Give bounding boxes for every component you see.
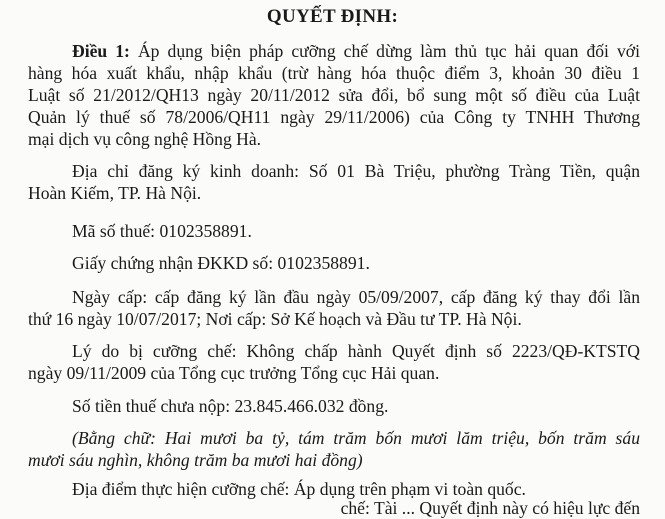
reason-line-2: ngày 09/11/2009 của Tổng cục trưởng Tổng cục Hải quan.: [28, 363, 440, 383]
article1-line-1: Điều 1: Áp dụng biện pháp cưỡng chế dừng làm thủ tục hải quan đối với: [72, 41, 640, 61]
amount-in-words-line-2: mươi sáu nghìn, không trăm ba mươi hai đồng): [28, 450, 363, 470]
document-title: QUYẾT ĐỊNH:: [266, 6, 399, 27]
address-line-1: Địa chỉ đăng ký kinh doanh: Số 01 Bà Triệu, phường Tràng Tiền, quận: [72, 161, 640, 181]
article1-line-2: hàng hóa xuất khẩu, nhập khẩu (trừ hàng hóa thuộc điểm 3, khoản 30 điều 1: [28, 63, 640, 83]
cut-off-line: chế: Tài ... Quyết định này có hiệu lực đến: [340, 498, 640, 518]
issue-date-line-1: Ngày cấp: cấp đăng ký lần đầu ngày 05/09/2007, cấp đăng ký thay đổi lần: [72, 287, 640, 307]
reason-line-1: Lý do bị cưỡng chế: Không chấp hành Quyết định số 2223/QĐ-KTSTQ: [72, 341, 640, 361]
address-line-2: Hoàn Kiếm, TP. Hà Nội.: [28, 183, 202, 203]
tax-code: Mã số thuế: 0102358891.: [72, 221, 252, 241]
business-certificate: Giấy chứng nhận ĐKKD số: 0102358891.: [72, 253, 370, 273]
enforcement-location: Địa điểm thực hiện cưỡng chế: Áp dụng trên phạm vi toàn quốc.: [72, 479, 526, 499]
article1-line-4: Quản lý thuế số 78/2006/QH11 ngày 29/11/2006) của Công ty TNHH Thương: [28, 107, 640, 127]
issue-date-line-2: thứ 16 ngày 10/07/2017; Nơi cấp: Sở Kế hoạch và Đầu tư TP. Hà Nội.: [28, 309, 522, 329]
amount-in-words-line-1: (Bằng chữ: Hai mươi ba tỷ, tám trăm bốn mươi lăm triệu, bốn trăm sáu: [72, 428, 640, 448]
article1-line-5: mại dịch vụ công nghệ Hồng Hà.: [28, 129, 262, 149]
article1-label: Điều 1:: [72, 41, 130, 61]
unpaid-tax: Số tiền thuế chưa nộp: 23.845.466.032 đồng.: [72, 396, 389, 416]
article1-line-3: Luật số 21/2012/QH13 ngày 20/11/2012 sửa đổi, bổ sung một số điều của Luật: [28, 85, 640, 105]
